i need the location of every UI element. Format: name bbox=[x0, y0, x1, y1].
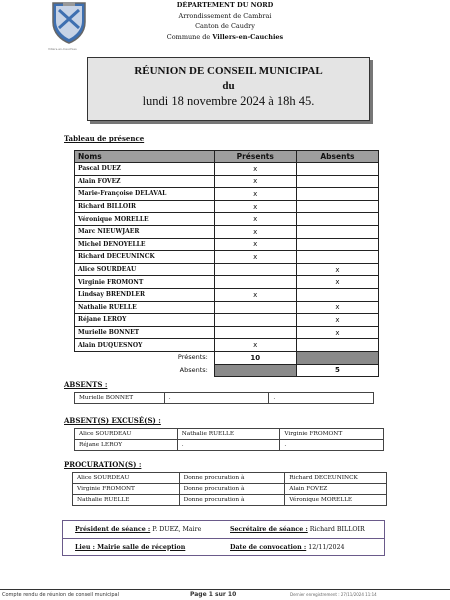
member-name: Pascal DUEZ bbox=[75, 163, 215, 176]
present-total: Présents: 10 bbox=[214, 351, 296, 364]
excuses-cell: Nathalie RUELLE bbox=[177, 429, 280, 440]
header-absent: Absents bbox=[296, 151, 378, 163]
present-mark: x bbox=[214, 175, 296, 188]
header-present: Présents bbox=[214, 151, 296, 163]
absent-mark bbox=[296, 213, 378, 226]
presence-row bbox=[75, 188, 379, 201]
present-mark bbox=[214, 263, 296, 276]
absents-row bbox=[75, 393, 374, 404]
absent-total: 5 bbox=[296, 364, 378, 377]
member-name: Alain FOVEZ bbox=[75, 175, 215, 188]
absent-total-row bbox=[75, 364, 379, 377]
present-mark: x bbox=[214, 251, 296, 264]
present-total-label: Présents: bbox=[177, 352, 208, 361]
presence-row bbox=[75, 339, 379, 352]
absent-mark bbox=[296, 188, 378, 201]
member-name: Véronique MORELLE bbox=[75, 213, 215, 226]
member-name: Richard DECEUNINCK bbox=[75, 251, 215, 264]
present-mark: x bbox=[214, 163, 296, 176]
department: DÉPARTEMENT DU NORD bbox=[176, 1, 274, 9]
commune: Commune de Villers-en-Cauchies bbox=[166, 32, 284, 41]
president: Président de séance : P. DUEZ, Maire bbox=[75, 526, 202, 533]
excuses-cell: . bbox=[280, 440, 384, 451]
member-name: Nathalie RUELLE bbox=[75, 301, 215, 314]
absent-mark bbox=[296, 175, 378, 188]
canton: Canton de Caudry bbox=[195, 22, 255, 30]
member-name: Richard BILLOIR bbox=[75, 200, 215, 213]
convocation-date: Date de convocation : 12/11/2024 bbox=[230, 543, 345, 551]
footer-doc-title: Compte rendu de réunion de conseil municipal bbox=[2, 592, 119, 598]
absents-cell: . bbox=[164, 393, 269, 404]
present-mark: x bbox=[214, 288, 296, 301]
absent-mark bbox=[296, 339, 378, 352]
present-mark: x bbox=[214, 225, 296, 238]
presence-row bbox=[75, 301, 379, 314]
member-name: Marie-Françoise DELAVAL bbox=[75, 188, 215, 201]
present-mark: x bbox=[214, 200, 296, 213]
absent-mark bbox=[296, 200, 378, 213]
member-name: Murielle BONNET bbox=[75, 326, 215, 339]
present-mark: x bbox=[214, 339, 296, 352]
meeting-title-box bbox=[87, 57, 370, 121]
presence-row bbox=[75, 200, 379, 213]
absents-table bbox=[74, 392, 374, 404]
absent-total-label: Absents: bbox=[179, 365, 208, 374]
logo-caption: Villers-en-Cauchies bbox=[48, 47, 77, 51]
present-mark bbox=[214, 276, 296, 289]
absent-mark: x bbox=[296, 276, 378, 289]
procurations-table bbox=[72, 472, 387, 506]
document-header bbox=[150, 0, 300, 42]
procurations-cell: Donne procuration à bbox=[179, 495, 285, 506]
excuses-row bbox=[75, 429, 384, 440]
presence-row bbox=[75, 314, 379, 327]
excuses-cell: Alice SOURDEAU bbox=[75, 429, 178, 440]
page-number: Page 1 sur 10 bbox=[190, 591, 237, 598]
procurations-cell: Donne procuration à bbox=[179, 473, 285, 484]
absents-cell: . bbox=[269, 393, 374, 404]
present-mark bbox=[214, 326, 296, 339]
present-mark bbox=[214, 301, 296, 314]
absent-mark: x bbox=[296, 263, 378, 276]
presence-row bbox=[75, 326, 379, 339]
excuses-table bbox=[74, 428, 384, 451]
member-name: Marc NIEUWJAER bbox=[75, 225, 215, 238]
presence-row bbox=[75, 163, 379, 176]
meeting-info-box bbox=[62, 520, 385, 556]
member-name: Virginie FROMONT bbox=[75, 276, 215, 289]
header-names: Noms bbox=[75, 151, 215, 163]
presence-row bbox=[75, 213, 379, 226]
member-name: Alice SOURDEAU bbox=[75, 263, 215, 276]
absents-label: ABSENTS : bbox=[64, 380, 108, 389]
presence-row bbox=[75, 238, 379, 251]
procurations-cell: Alice SOURDEAU bbox=[73, 473, 180, 484]
absent-mark bbox=[296, 225, 378, 238]
excuses-cell: Réjane LEROY bbox=[75, 440, 178, 451]
secretary: Secrétaire de séance : Richard BILLOIR bbox=[230, 526, 365, 533]
present-mark: x bbox=[214, 213, 296, 226]
present-mark: x bbox=[214, 238, 296, 251]
procurations-cell: Richard DECEUNINCK bbox=[285, 473, 387, 484]
procurations-row bbox=[73, 495, 387, 506]
meeting-date: lundi 18 novembre 2024 à 18h 45. bbox=[142, 94, 315, 108]
presence-row bbox=[75, 251, 379, 264]
coat-of-arms-logo bbox=[50, 0, 88, 44]
absent-mark: x bbox=[296, 314, 378, 327]
member-name: Alain DUQUESNOY bbox=[75, 339, 215, 352]
presence-table bbox=[74, 150, 379, 377]
presence-row bbox=[75, 225, 379, 238]
absents-cell: Murielle BONNET bbox=[75, 393, 165, 404]
procurations-cell: Alain FOVEZ bbox=[285, 484, 387, 495]
presence-row bbox=[75, 288, 379, 301]
absent-mark bbox=[296, 238, 378, 251]
absent-mark bbox=[296, 288, 378, 301]
procurations-row bbox=[73, 473, 387, 484]
commune-name: Villers-en-Cauchies bbox=[212, 32, 284, 41]
absent-mark bbox=[296, 163, 378, 176]
presence-row bbox=[75, 175, 379, 188]
presence-row bbox=[75, 276, 379, 289]
excuses-row bbox=[75, 440, 384, 451]
meeting-title-du: du bbox=[222, 80, 235, 92]
member-name: Réjane LEROY bbox=[75, 314, 215, 327]
present-total-row bbox=[75, 351, 379, 364]
absent-mark: x bbox=[296, 301, 378, 314]
footer-last-saved: Dernier enregistrement : 27/11/2024 11:14 bbox=[290, 592, 377, 597]
arrondissement: Arrondissement de Cambrai bbox=[178, 11, 272, 20]
procurations-row bbox=[73, 484, 387, 495]
member-name: Lindsay BRENDLER bbox=[75, 288, 215, 301]
procurations-label: PROCURATION(S) : bbox=[64, 460, 142, 469]
meeting-title: RÉUNION DE CONSEIL MUNICIPAL bbox=[134, 65, 323, 77]
member-name: Michel DENOYELLE bbox=[75, 238, 215, 251]
present-mark: x bbox=[214, 188, 296, 201]
presence-label: Tableau de présence bbox=[64, 134, 145, 143]
excuses-cell: . bbox=[177, 440, 280, 451]
procurations-cell: Donne procuration à bbox=[179, 484, 285, 495]
procurations-cell: Virginie FROMONT bbox=[73, 484, 180, 495]
absent-mark bbox=[296, 251, 378, 264]
present-mark bbox=[214, 314, 296, 327]
footer-divider bbox=[0, 589, 450, 590]
absent-mark: x bbox=[296, 326, 378, 339]
presence-row bbox=[75, 263, 379, 276]
excuses-label: ABSENT(S) EXCUSÉ(S) : bbox=[64, 416, 161, 425]
procurations-cell: Nathalie RUELLE bbox=[73, 495, 180, 506]
excuses-cell: Virginie FROMONT bbox=[280, 429, 384, 440]
place: Lieu : Mairie salle de réception bbox=[75, 543, 186, 551]
procurations-cell: Véronique MORELLE bbox=[285, 495, 387, 506]
